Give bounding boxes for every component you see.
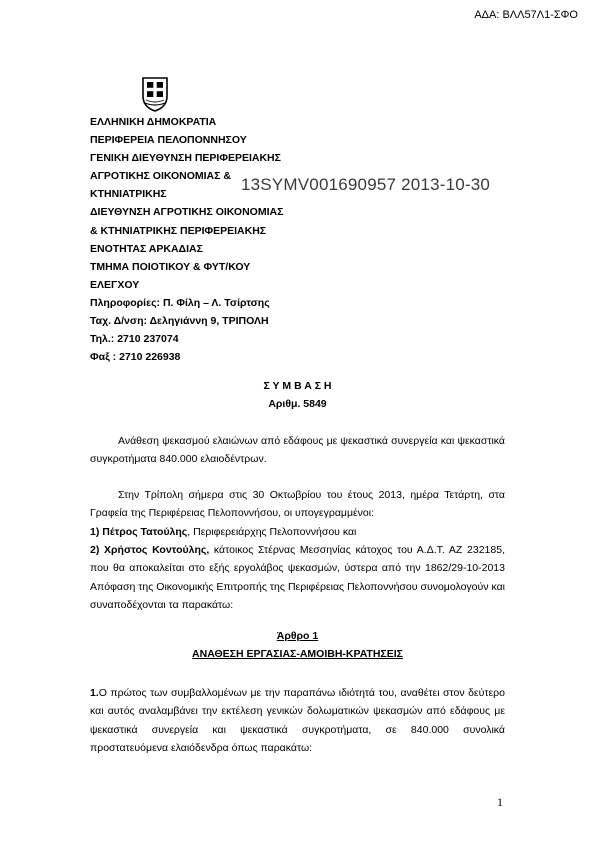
document-number: Αριθμ. 5849 [268, 398, 327, 410]
header-line: ΕΝΟΤΗΤΑΣ ΑΡΚΑΔΙΑΣ [90, 242, 203, 255]
party2-name: 2) Χρήστος Κοντούλης, [90, 544, 210, 556]
subject-paragraph: Ανάθεση ψεκασμού ελαιώνων από εδάφους με ψεκαστικά συνεργεία και ψεκαστικά συγκροτήματα 840.000 ελαιοδέντρων. [90, 435, 505, 466]
header-line: & ΚΤΗΝΙΑΤΡΙΚΗΣ ΠΕΡΙΦΕΡΕΙΑΚΗΣ [90, 224, 267, 237]
page-number: 1 [497, 795, 503, 809]
clause-1-number: 1. [90, 687, 99, 699]
header-line: Τηλ.: 2710 237074 [90, 333, 179, 346]
party2-paragraph [90, 541, 505, 614]
header-line: Φαξ : 2710 226938 [90, 351, 181, 364]
intro-paragraph [90, 486, 505, 541]
header-line: ΠΕΡΙΦΕΡΕΙΑ ΠΕΛΟΠΟΝΝΗΣΟΥ [90, 134, 247, 147]
party1-name: 1) Πέτρος Τατούλης [90, 525, 188, 538]
header-line: ΤΜΗΜΑ ΠΟΙΟΤΙΚΟΥ & ΦΥΤ/ΚΟΥ [90, 260, 251, 273]
ada-code: ΑΔΑ: ΒΛΛ57Λ1-ΣΦΟ [474, 9, 578, 21]
header-line: ΕΛΛΗΝΙΚΗ ΔΗΜΟΚΡΑΤΙΑ [90, 116, 217, 128]
header-line: Πληροφορίες: Π. Φίλη – Λ. Τσίρτσης [90, 296, 270, 309]
header-line: ΚΤΗΝΙΑΤΡΙΚΗΣ [90, 188, 167, 201]
article-heading: Άρθρο 1 [276, 630, 319, 642]
header-line: ΑΓΡΟΤΙΚΗΣ ΟΙΚΟΝΟΜΙΑΣ & [90, 170, 231, 183]
document-title: Σ Υ Μ Β Α Σ Η [263, 380, 332, 392]
article-title: ΑΝΑΘΕΣΗ ΕΡΓΑΣΙΑΣ-ΑΜΟΙΒΗ-ΚΡΑΤΗΣΕΙΣ [192, 648, 403, 660]
clause-1-text: Ο πρώτος των συμβαλλομένων με την παραπάνω ιδιότητά του, αναθέτει στον δεύτερο και αυτός αναλαμβάνει την εκτέλεση γενικών δολωματικών ψεκασμών από εδάφους με ψεκαστικά συνεργεία και ψεκαστικά συγκροτήματα, σε 840.000 συνολικά προστατευόμενα ελαιόδενδρα όπως παρακάτω: [90, 687, 505, 754]
greek-emblem-icon [137, 76, 173, 112]
clause-1-paragraph [90, 684, 505, 757]
header-line: Ταχ. Δ/νση: Δεληγιάννη 9, ΤΡΙΠΟΛΗ [90, 315, 269, 328]
header-line: ΕΛΕΓΧΟΥ [90, 278, 140, 291]
registration-stamp: 13SYMV001690957 2013-10-30 [241, 175, 491, 194]
header-line: ΔΙΕΥΘΥΝΣΗ ΑΓΡΟΤΙΚΗΣ ΟΙΚΟΝΟΜΙΑΣ [90, 206, 284, 219]
header-line: ΓΕΝΙΚΗ ΔΙΕΥΘΥΝΣΗ ΠΕΡΙΦΕΡΕΙΑΚΗΣ [90, 152, 281, 165]
header-block [90, 113, 350, 366]
party2-details: κάτοικος Στέρνας Μεσσηνίας κάτοχος του Α.Δ.Τ. ΑΖ 232185, που θα αποκαλείται στο εξής εργολάβος ψεκασμών, ύστερα από την 1862/29-10-2013 Απόφαση της Οικονομικής Επιτροπής της Περιφέρειας Πελοποννήσου συνομολογούν και συναποδέχονται τα παρακάτω: [90, 544, 505, 611]
party1-role: , Περιφερειάρχης Πελοποννήσου και [187, 525, 357, 538]
intro-text: Στην Τρίπολη σήμερα στις 30 Οκτωβρίου του έτους 2013, ημέρα Τετάρτη, στα Γραφεία της Περιφέρειας Πελοποννήσου, οι υπογεγραμμένοι: [90, 489, 505, 520]
